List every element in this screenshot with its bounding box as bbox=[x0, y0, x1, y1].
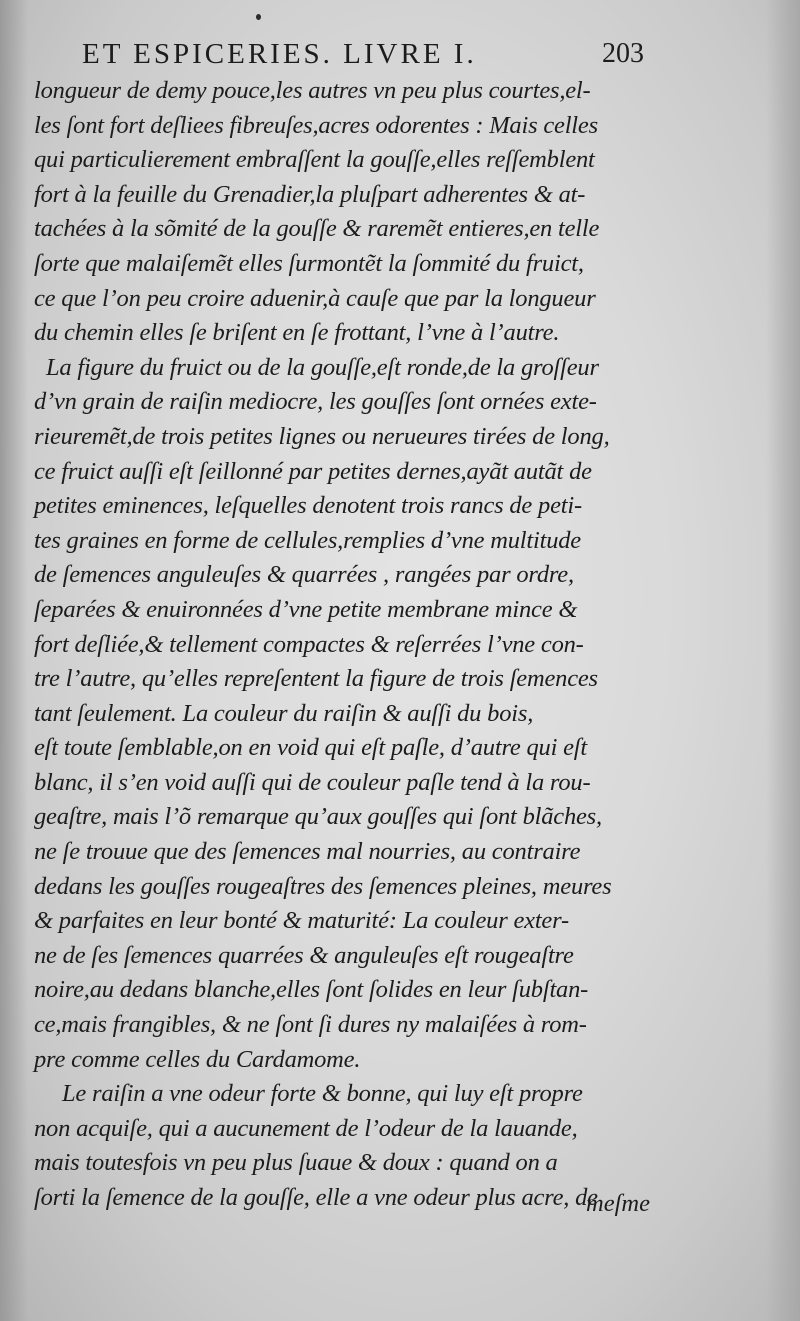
text-line: & parfaites en leur bonté & maturité: La couleur exter- bbox=[34, 907, 569, 935]
text-line: dedans les gouſſes rougeaſtres des ſemences pleines, meures bbox=[34, 872, 612, 900]
text-line: du chemin elles ſe briſent en ſe frottant, l’vne à l’autre. bbox=[34, 319, 560, 347]
text-line: tachées à la sõmité de la gouſſe & raremẽt entieres,en telle bbox=[34, 215, 600, 243]
text-line: pre comme celles du Cardamome. bbox=[34, 1045, 361, 1073]
text-line: noire,au dedans blanche,elles ſont ſolides en leur ſubſtan- bbox=[34, 976, 589, 1004]
catchword: meſme bbox=[586, 1190, 650, 1217]
text-line: rieuremẽt,de trois petites lignes ou nerueures tirées de long, bbox=[34, 422, 610, 450]
body-text bbox=[34, 74, 660, 1216]
paragraph-start-line: La figure du fruict ou de la gouſſe,eſt ronde,de la groſſeur bbox=[46, 353, 599, 381]
text-line: ce que l’on peu croire aduenir,à cauſe que par la longueur bbox=[34, 284, 596, 312]
text-line: mais toutesfois vn peu plus ſuaue & doux : quand on a bbox=[34, 1149, 558, 1177]
text-line: eſt toute ſemblable,on en void qui eſt paſle, d’autre qui eſt bbox=[34, 734, 587, 762]
text-line: blanc, il s’en void auſſi qui de couleur paſle tend à la rou- bbox=[34, 768, 591, 796]
text-line: geaſtre, mais l’õ remarque qu’aux gouſſes qui ſont blãches, bbox=[34, 803, 602, 831]
text-line: non acquiſe, qui a aucunement de l’odeur de la lauande, bbox=[34, 1114, 578, 1142]
page-edge-shadow bbox=[766, 0, 800, 1321]
text-line: ce fruict auſſi eſt ſeillonné par petites dernes,ayãt autãt de bbox=[34, 457, 592, 485]
page-header bbox=[82, 38, 652, 78]
text-line: longueur de demy pouce,les autres vn peu plus courtes,el- bbox=[34, 77, 591, 104]
text-line: ſorte que malaiſemẽt elles ſurmontẽt la ſommité du fruict, bbox=[34, 249, 584, 277]
paragraph-start-line: Le raiſin a vne odeur forte & bonne, qui luy eſt propre bbox=[62, 1080, 583, 1108]
text-line: fort à la feuille du Grenadier,la pluſpart adherentes & at- bbox=[34, 180, 586, 208]
text-line: ce,mais frangibles, & ne ſont ſi dures ny malaiſées à rom- bbox=[34, 1011, 587, 1039]
ink-speck bbox=[256, 14, 261, 20]
text-line: d’vn grain de raiſin mediocre, les gouſſes ſont ornées exte- bbox=[34, 388, 597, 416]
running-head: ET ESPICERIES. LIVRE I. bbox=[82, 38, 477, 70]
page-number: 203 bbox=[602, 38, 644, 69]
gutter-shadow bbox=[0, 0, 28, 1321]
text-line: fort deſliée,& tellement compactes & reſerrées l’vne con- bbox=[34, 630, 584, 658]
text-line: ne de ſes ſemences quarrées & anguleuſes eſt rougeaſtre bbox=[34, 941, 574, 969]
text-line: tant ſeulement. La couleur du raiſin & auſſi du bois, bbox=[34, 699, 534, 727]
text-line: ſeparées & enuironnées d’vne petite membrane mince & bbox=[34, 595, 578, 623]
text-line: ſorti la ſemence de la gouſſe, elle a vne odeur plus acre, de bbox=[34, 1184, 598, 1211]
text-line: de ſemences anguleuſes & quarrées , rangées par ordre, bbox=[34, 561, 574, 589]
text-line: qui particulierement embraſſent la gouſſe,elles reſſemblent bbox=[34, 146, 595, 174]
text-line: petites eminences, leſquelles denotent trois rancs de peti- bbox=[34, 492, 582, 520]
text-line: tes graines en forme de cellules,remplies d’vne multitude bbox=[34, 526, 581, 554]
text-line: tre l’autre, qu’elles repreſentent la figure de trois ſemences bbox=[34, 665, 598, 693]
text-line: les ſont fort deſliees fibreuſes,acres odorentes : Mais celles bbox=[34, 111, 598, 139]
text-line: ne ſe trouue que des ſemences mal nourries, au contraire bbox=[34, 838, 581, 866]
